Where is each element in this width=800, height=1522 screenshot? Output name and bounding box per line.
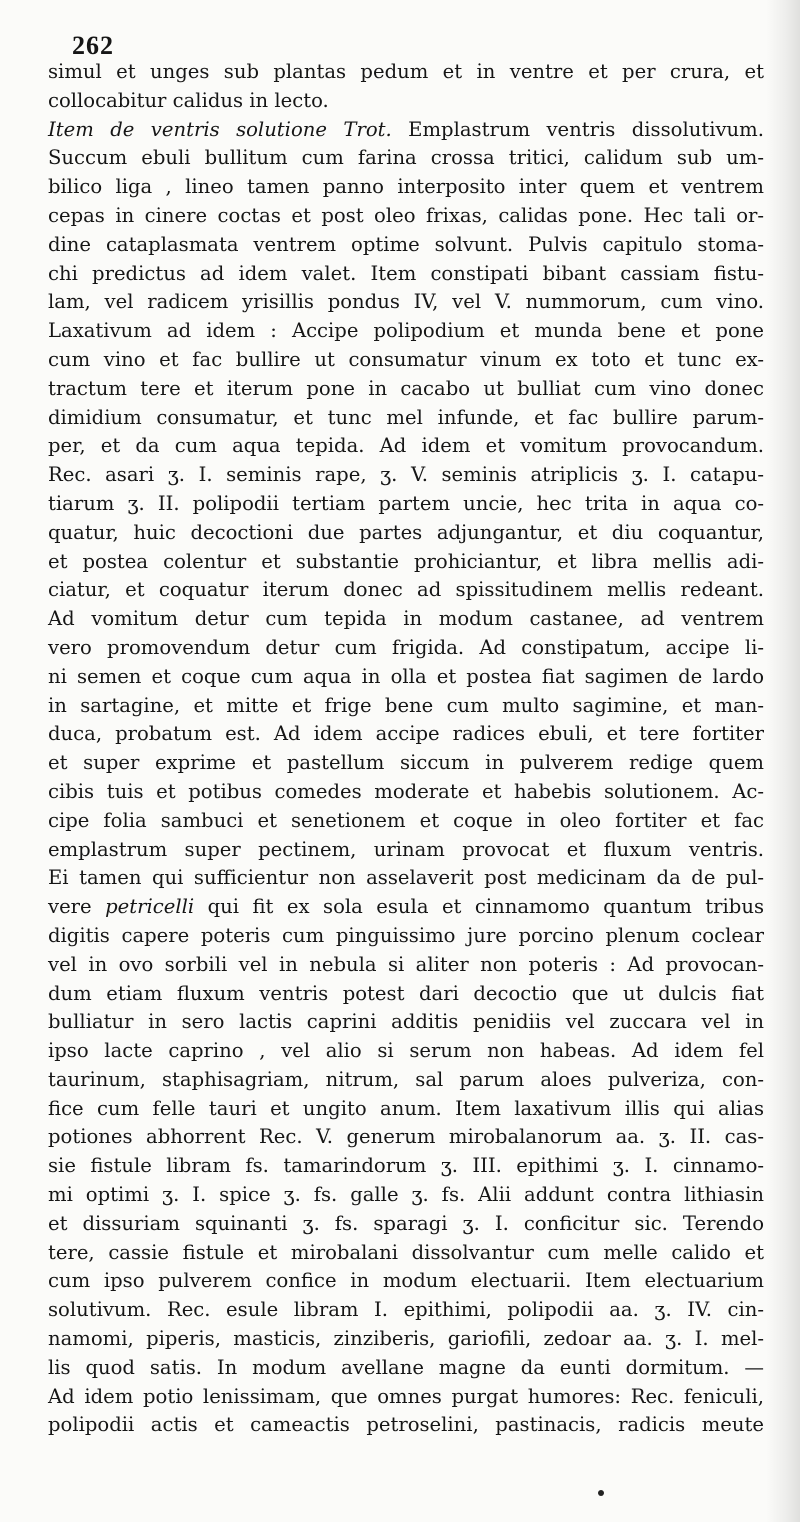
text-segment: tractum tere et iterum pone in cacabo ut bulliat cum vino donec xyxy=(48,376,764,400)
text-segment: cepas in cinere coctas et post oleo frixas, calidas pone. Hec tali or- xyxy=(48,203,764,227)
italic-segment: petricelli xyxy=(105,895,195,919)
text-segment: collocabitur calidus in lecto. xyxy=(48,88,329,112)
text-segment: potiones abhorrent Rec. V. generum mirobalanorum aa. ʒ. II. cas- xyxy=(48,1125,764,1149)
text-line xyxy=(48,87,764,116)
text-line xyxy=(48,1210,764,1239)
text-segment: dimidium consumatur, et tunc mel infunde, et fac bullire parum- xyxy=(48,405,764,429)
text-line xyxy=(48,1267,764,1296)
text-line xyxy=(48,634,764,663)
text-line xyxy=(48,1066,764,1095)
text-line xyxy=(48,720,764,749)
text-segment: per, et da cum aqua tepida. Ad idem et vomitum provocandum. xyxy=(48,434,764,458)
text-segment: quatur, huic decoctioni due partes adjungantur, et diu coquantur, xyxy=(48,520,764,544)
text-line xyxy=(48,173,764,202)
text-line xyxy=(48,1296,764,1325)
text-segment: vero promovendum detur cum frigida. Ad constipatum, accipe li- xyxy=(48,635,764,659)
text-segment: cipe folia sambuci et senetionem et coque in oleo fortiter et fac xyxy=(48,808,764,832)
text-segment: vere xyxy=(48,895,106,919)
text-segment: et super exprime et pastellum siccum in pulverem redige quem xyxy=(48,751,764,775)
text-line xyxy=(48,864,764,893)
text-line xyxy=(48,1008,764,1037)
ink-spot xyxy=(598,1490,604,1496)
text-line xyxy=(48,288,764,317)
text-segment: digitis capere poteris cum pinguissimo jure porcino plenum coclear xyxy=(48,923,764,947)
text-line xyxy=(48,116,764,145)
text-segment: Emplastrum ventris dissolutivum. xyxy=(391,117,764,141)
text-segment: qui fit ex sola esula et cinnamomo quantum tribus xyxy=(194,895,765,919)
text-segment: cum vino et fac bullire ut consumatur vinum ex toto et tunc ex- xyxy=(48,347,764,371)
text-segment: Ei tamen qui sufficientur non asselaverit post medicinam da de pul- xyxy=(48,866,764,890)
text-line xyxy=(48,576,764,605)
text-segment: Rec. asari ʒ. I. seminis rape, ʒ. V. seminis atriplicis ʒ. I. catapu- xyxy=(48,463,764,487)
page-edge-shadow xyxy=(766,0,800,1522)
body-text xyxy=(48,58,764,1440)
text-line xyxy=(48,605,764,634)
text-segment: chi predictus ad idem valet. Item constipati bibant cassiam fistu- xyxy=(48,261,764,285)
text-segment: taurinum, staphisagriam, nitrum, sal parum aloes pulveriza, con- xyxy=(48,1067,764,1091)
text-line xyxy=(48,375,764,404)
text-segment: mi optimi ʒ. I. spice ʒ. fs. galle ʒ. fs. Alii addunt contra lithiasin xyxy=(48,1183,764,1207)
italic-segment: Item de ventris solutione Trot. xyxy=(48,117,392,141)
text-segment: Laxativum ad idem : Accipe polipodium et munda bene et pone xyxy=(48,319,764,343)
text-line xyxy=(48,144,764,173)
text-line xyxy=(48,1354,764,1383)
text-segment: dine cataplasmata ventrem optime solvunt. Pulvis capitulo stoma- xyxy=(48,232,764,256)
text-line xyxy=(48,346,764,375)
text-segment: Ad idem potio lenissimam, que omnes purgat humores: Rec. feniculi, xyxy=(48,1384,764,1408)
text-line xyxy=(48,807,764,836)
text-line xyxy=(48,58,764,87)
text-segment: ni semen et coque cum aqua in olla et postea fiat sagimen de lardo xyxy=(48,664,764,688)
text-segment: fice cum felle tauri et ungito anum. Item laxativum illis qui alias xyxy=(48,1096,764,1120)
text-line xyxy=(48,404,764,433)
text-segment: bilico liga , lineo tamen panno interposito inter quem et ventrem xyxy=(48,175,764,199)
text-segment: cibis tuis et potibus comedes moderate et habebis solutionem. Ac- xyxy=(48,779,764,803)
text-line xyxy=(48,317,764,346)
text-line xyxy=(48,836,764,865)
text-line xyxy=(48,692,764,721)
text-segment: et dissuriam squinanti ʒ. fs. sparagi ʒ. I. conficitur sic. Terendo xyxy=(48,1211,764,1235)
text-segment: Succum ebuli bullitum cum farina crossa tritici, calidum sub um- xyxy=(48,146,764,170)
text-segment: lis quod satis. In modum avellane magne da eunti dormitum. — xyxy=(48,1355,764,1379)
text-line xyxy=(48,778,764,807)
text-line xyxy=(48,202,764,231)
text-line xyxy=(48,1152,764,1181)
text-segment: bulliatur in sero lactis caprini additis penidiis vel zuccara vel in xyxy=(48,1010,764,1034)
text-line xyxy=(48,461,764,490)
text-segment: solutivum. Rec. esule libram I. epithimi, polipodii aa. ʒ. IV. cin- xyxy=(48,1298,764,1322)
text-segment: dum etiam fluxum ventris potest dari decoctio que ut dulcis fiat xyxy=(48,981,764,1005)
text-segment: duca, probatum est. Ad idem accipe radices ebuli, et tere fortiter xyxy=(48,722,764,746)
text-line xyxy=(48,231,764,260)
text-line xyxy=(48,749,764,778)
text-segment: lam, vel radicem yrisillis pondus IV, vel V. nummorum, cum vino. xyxy=(48,290,764,314)
text-segment: cum ipso pulverem confice in modum electuarii. Item electuarium xyxy=(48,1269,764,1293)
text-segment: et postea colentur et substantie prohiciantur, et libra mellis adi- xyxy=(48,549,764,573)
text-segment: tiarum ʒ. II. polipodii tertiam partem uncie, hec trita in aqua co- xyxy=(48,491,764,515)
text-line xyxy=(48,490,764,519)
text-line xyxy=(48,663,764,692)
text-line xyxy=(48,1095,764,1124)
text-segment: vel in ovo sorbili vel in nebula si aliter non poteris : Ad provocan- xyxy=(48,952,764,976)
text-segment: ciatur, et coquatur iterum donec ad spissitudinem mellis redeant. xyxy=(48,578,764,602)
text-line xyxy=(48,548,764,577)
text-line xyxy=(48,1037,764,1066)
page-number: 262 xyxy=(72,31,114,60)
text-line xyxy=(48,1411,764,1440)
text-segment: in sartagine, et mitte et frige bene cum multo sagimine, et man- xyxy=(48,693,764,717)
text-line xyxy=(48,1239,764,1268)
text-line xyxy=(48,1123,764,1152)
text-segment: simul et unges sub plantas pedum et in ventre et per crura, et xyxy=(48,60,764,83)
text-segment: tere, cassie fistule et mirobalani dissolvantur cum melle calido et xyxy=(48,1240,764,1264)
text-line xyxy=(48,432,764,461)
text-line xyxy=(48,951,764,980)
text-line xyxy=(48,519,764,548)
text-line xyxy=(48,260,764,289)
text-line xyxy=(48,980,764,1009)
text-line xyxy=(48,893,764,922)
text-line xyxy=(48,1325,764,1354)
text-segment: Ad vomitum detur cum tepida in modum castanee, ad ventrem xyxy=(48,607,764,631)
text-line xyxy=(48,1181,764,1210)
text-segment: sie fistule libram fs. tamarindorum ʒ. III. epithimi ʒ. I. cinnamo- xyxy=(48,1154,764,1178)
text-segment: polipodii actis et cameactis petroselini, pastinacis, radicis meute xyxy=(48,1413,764,1437)
text-segment: namomi, piperis, masticis, zinziberis, gariofili, zedoar aa. ʒ. I. mel- xyxy=(48,1327,764,1351)
text-segment: ipso lacte caprino , vel alio si serum non habeas. Ad idem fel xyxy=(48,1039,764,1063)
text-line xyxy=(48,1383,764,1412)
text-line xyxy=(48,922,764,951)
text-segment: emplastrum super pectinem, urinam provocat et fluxum ventris. xyxy=(48,837,764,861)
